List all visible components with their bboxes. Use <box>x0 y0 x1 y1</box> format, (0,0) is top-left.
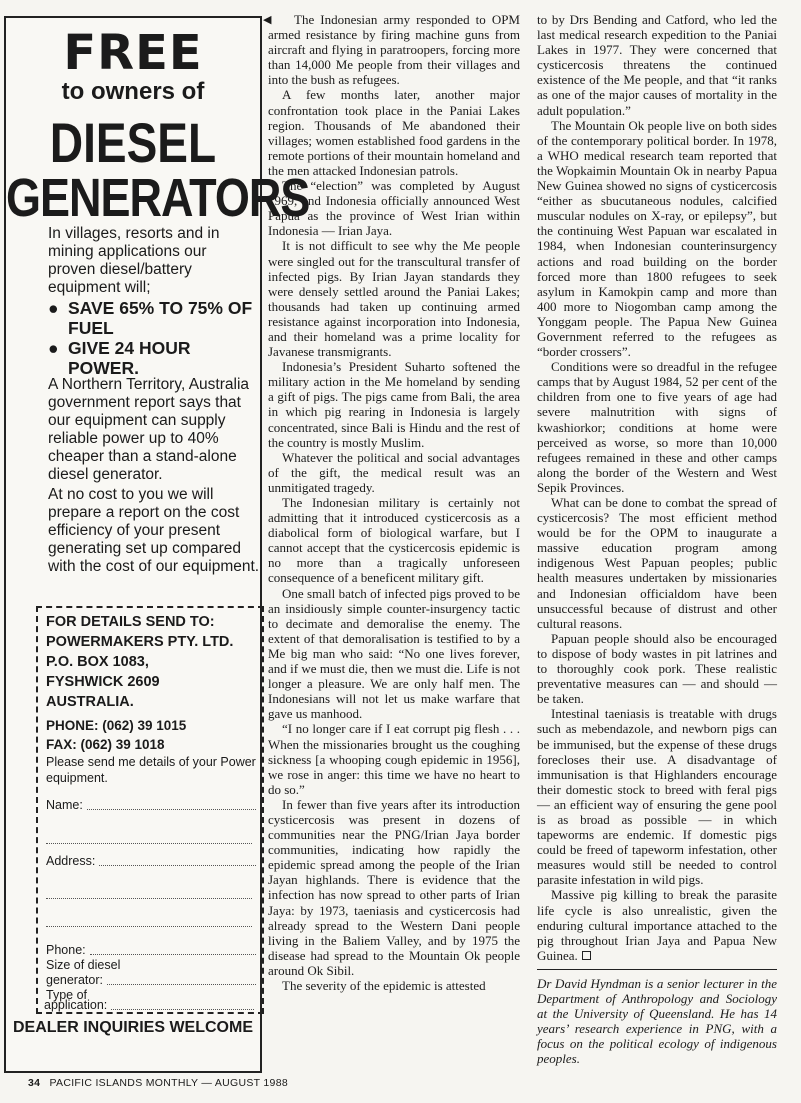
article-paragraph: to by Drs Bending and Catford, who led the last medical research expedition to the Paniai Lakes in 1977. They were concerned that cysticercosis threatens the continued existence of the Me people, and that “it ranks as one of the major causes of mortality in the adult population.” <box>537 12 777 118</box>
coupon-type-label: Type of <box>46 988 87 1002</box>
coupon-name-field[interactable] <box>46 798 256 813</box>
coupon-city: FYSHWICK 2609 <box>46 674 160 690</box>
article-paragraph: Intestinal taeniasis is treatable with drugs such as mebendazole, and newborn pigs can be immunised, but the expense of these drugs forecloses their use. A disadvantage of immunisation is that Highlanders encourage their domestic stock to breed with feral pigs — an efficient way of ensuring the gene pool is as broad as possible — in which tapeworms are endemic. If domestic pigs could be freed of tapeworm infestation, other measures would still be needed to control parasite infestation in wild pigs. <box>537 706 777 888</box>
article-column-left <box>268 12 520 993</box>
coupon-phone-line <box>90 943 256 955</box>
ad-generators-heading: GENERATORS <box>6 166 310 228</box>
article-paragraph: In fewer than five years after its introduction cysticercosis was present in dozens of communities near the PNG/Irian Jaya border communities, indicating how rapidly the epidemic spread among the people of the Irian Jayan highlands. There is evidence that the infection has now spread to other parts of Irian Jaya: by 1973, taeniasis and cysticercosis had already spread to the Western Dani people living in the Baliem Valley, and by 1975 the disease had spread to the Mountain Ok people around Ok Sibil. <box>268 796 520 978</box>
end-mark-icon <box>582 951 591 960</box>
article-paragraph: Whatever the political and social advantages of the gift, the medical result was an unmitigated tragedy. <box>268 449 520 495</box>
coupon-generator-label: generator: <box>46 973 103 987</box>
article-paragraph: Papuan people should also be encouraged to dispose of body wastes in pit latrines and to thoroughly cook pork. These realistic preventative measures can — and should — be taken. <box>537 630 777 707</box>
bullet-dot-icon: ● <box>48 298 59 318</box>
article-paragraph: What can be done to combat the spread of cysticercosis? The most efficient method would be for the OPM to inaugurate a massive education program among indigenous West Papuan peoples; public health measures undertaken by missionaries and Indonesian officialdom have been unsuccessful because of distrust and other cultural reasons. <box>537 495 777 631</box>
article-paragraph: Massive pig killing to break the parasite life cycle is also unrealistic, given the enduring cultural importance attached to the pig throughout Irian Jaya and Papua New Guinea. <box>537 887 777 963</box>
publication-line: PACIFIC ISLANDS MONTHLY — AUGUST 1988 <box>49 1077 288 1089</box>
coupon-application-line <box>111 998 254 1010</box>
article-column-right <box>537 12 777 1066</box>
article-paragraph: The Indonesian military is certainly not admitting that it introduced cysticercosis as a diabolical form of biological warfare, but I cannot accept that the cysticercosis epidemic is no more than a tragically unforeseen consequence of a beneficent military gift. <box>268 495 520 586</box>
coupon-country: AUSTRALIA. <box>46 694 134 710</box>
ad-bullet-text: GIVE 24 HOUR POWER. <box>68 338 191 378</box>
coupon-name-label: Name: <box>46 798 83 812</box>
article-paragraph: The Indonesian army responded to OPM armed resistance by firing machine guns from aircraft and flying in paratroopers, forcing more than 14,000 Me people from their villages and into the bush as refugees. <box>268 12 520 88</box>
ad-bullet <box>48 298 258 338</box>
ad-free-heading: FREE <box>63 25 203 81</box>
coupon-send-to: FOR DETAILS SEND TO: <box>46 614 215 630</box>
coupon-fax: FAX: (062) 39 1018 <box>46 737 165 752</box>
ad-coupon <box>36 606 264 1014</box>
ad-diesel-heading: DIESEL <box>49 111 217 175</box>
ad-report-text: A Northern Territory, Australia government report says that our equipment can supply reliable power up to 40% cheaper than a stand-alone diesel generator. <box>48 376 250 483</box>
ad-bullet-text: SAVE 65% TO 75% OF FUEL <box>68 298 253 338</box>
author-bio: Dr David Hyndman is a senior lecturer in the Department of Anthropology and Sociology at the University of Queensland. He has 14 years’ research experience in PNG, with a focus on the political ecology of indigenous peoples. <box>537 975 777 1067</box>
article-paragraph: Indonesia’s President Suharto softened the military action in the Me homeland by sending a gift of pigs. The pigs came from Bali, the area in which pig rearing in Indonesia is largely concentrated, since Bali is Hindu and the rest of the country is mostly Muslim. <box>268 359 520 450</box>
ad-intro-text: In villages, resorts and in mining applications our proven diesel/battery equipment will; <box>48 225 220 296</box>
coupon-blank-line <box>46 843 252 844</box>
ad-owners-line: to owners of <box>61 78 205 105</box>
bio-divider <box>537 969 777 970</box>
article-paragraph: Conditions were so dreadful in the refugee camps that by August 1984, 52 per cent of the children from one to five years of age had severe malnutrition with signs of kwashiorkor; conditions at home were perceived as worse, so more than 10,000 refugees remained in these and other camps along the border of the Western and West Sepik Provinces. <box>537 359 777 495</box>
coupon-po-box: P.O. BOX 1083, <box>46 654 149 670</box>
coupon-blank-line <box>46 898 252 899</box>
coupon-company: POWERMAKERS PTY. LTD. <box>46 634 234 650</box>
article-paragraph: A few months later, another major confrontation took place in the Paniai Lakes region. Thousands of Me abandoned their villages; women established food gardens in the remote portions of their mountain homeland and the men attacked Indonesian patrols. <box>268 87 520 178</box>
coupon-application-field[interactable] <box>44 998 254 1013</box>
article-paragraph: One small batch of infected pigs proved to be an insidiously simple counter-insurgency tactic to decimate and demoralise the enemy. The extent of that demoralisation is testified to by a Me big man who said: “No one lives forever, and if we must die, then we must die. Life is not longer a pleasure. We are only half men. The Indonesians will not let us make warfare that gave us manhood. <box>268 585 520 722</box>
article-paragraph: The severity of the epidemic is attested <box>282 978 486 993</box>
page-footer <box>28 1077 288 1089</box>
coupon-application-label: application: <box>44 998 108 1012</box>
coupon-name-line <box>87 798 256 810</box>
advertisement <box>4 16 310 1073</box>
article-last-paragraph <box>537 887 777 962</box>
article-paragraph: “I no longer care if I eat corrupt pig flesh . . . When the missionaries brought us the coughing sickness [a whooping cough epidemic in 1956], we rose in anger: this time we have no heart to do so.” <box>268 721 520 797</box>
coupon-phone: PHONE: (062) 39 1015 <box>46 718 187 733</box>
coupon-blank-line <box>46 926 252 927</box>
coupon-generator-field[interactable] <box>46 973 256 988</box>
ad-bullet <box>48 338 258 378</box>
coupon-size-label-row <box>46 958 256 973</box>
ad-dealer-inquiries: DEALER INQUIRIES WELCOME <box>12 1019 253 1036</box>
coupon-size-label: Size of diesel <box>46 958 121 972</box>
continued-arrow-icon: ◀ <box>263 13 272 26</box>
article-paragraph: The “election” was completed by August 1969, and Indonesia officially announced West Papua as the province of West Irian within Indonesia — Irian Jaya. <box>268 178 520 239</box>
article-paragraph: The Mountain Ok people live on both sides of the contemporary political border. In 1978, a WHO medical research team reported that the Wopkaimin Mountain Ok in nearby Papua New Guinea showed no signs of cysticercosis “either as sbucutaneous nodules, calcified muscular nodules on X-ray, or epilepsy”, but the continuing West Papuan war escalated in 1984, when Indonesian counterinsurgency actions and road building on the border forced more than 1800 refugees to seek asylum in Kamokpin camp and more than 400 more to Niogomban camp among the Yonggam people. The Papua New Guinea Government referred to the refugees as “border crossers”. <box>537 117 777 360</box>
coupon-address-field[interactable] <box>46 854 256 869</box>
coupon-address-label: Address: <box>46 854 96 868</box>
bullet-dot-icon: ● <box>48 338 59 358</box>
coupon-address-line <box>99 854 256 866</box>
page-number: 34 <box>28 1077 41 1089</box>
coupon-phone-field[interactable] <box>46 943 256 958</box>
coupon-phone-label: Phone: <box>46 943 86 957</box>
article-paragraph: It is not difficult to see why the Me people were singled out for the transcultural transfer of infected pigs. By Irian Jayan standards they were densely settled around the Paniai Lakes; thousands had taken up continuing armed resistance against incorporation into Indonesia, and their homeland was a prime locality for Javanese transmigrants. <box>268 238 520 360</box>
coupon-generator-line <box>107 973 256 985</box>
ad-cost-text: At no cost to you we will prepare a report on the cost efficiency of your present generating set up compared with the cost of our equipment. <box>48 486 260 575</box>
coupon-request: Please send me details of your Power equipment. <box>46 755 256 785</box>
